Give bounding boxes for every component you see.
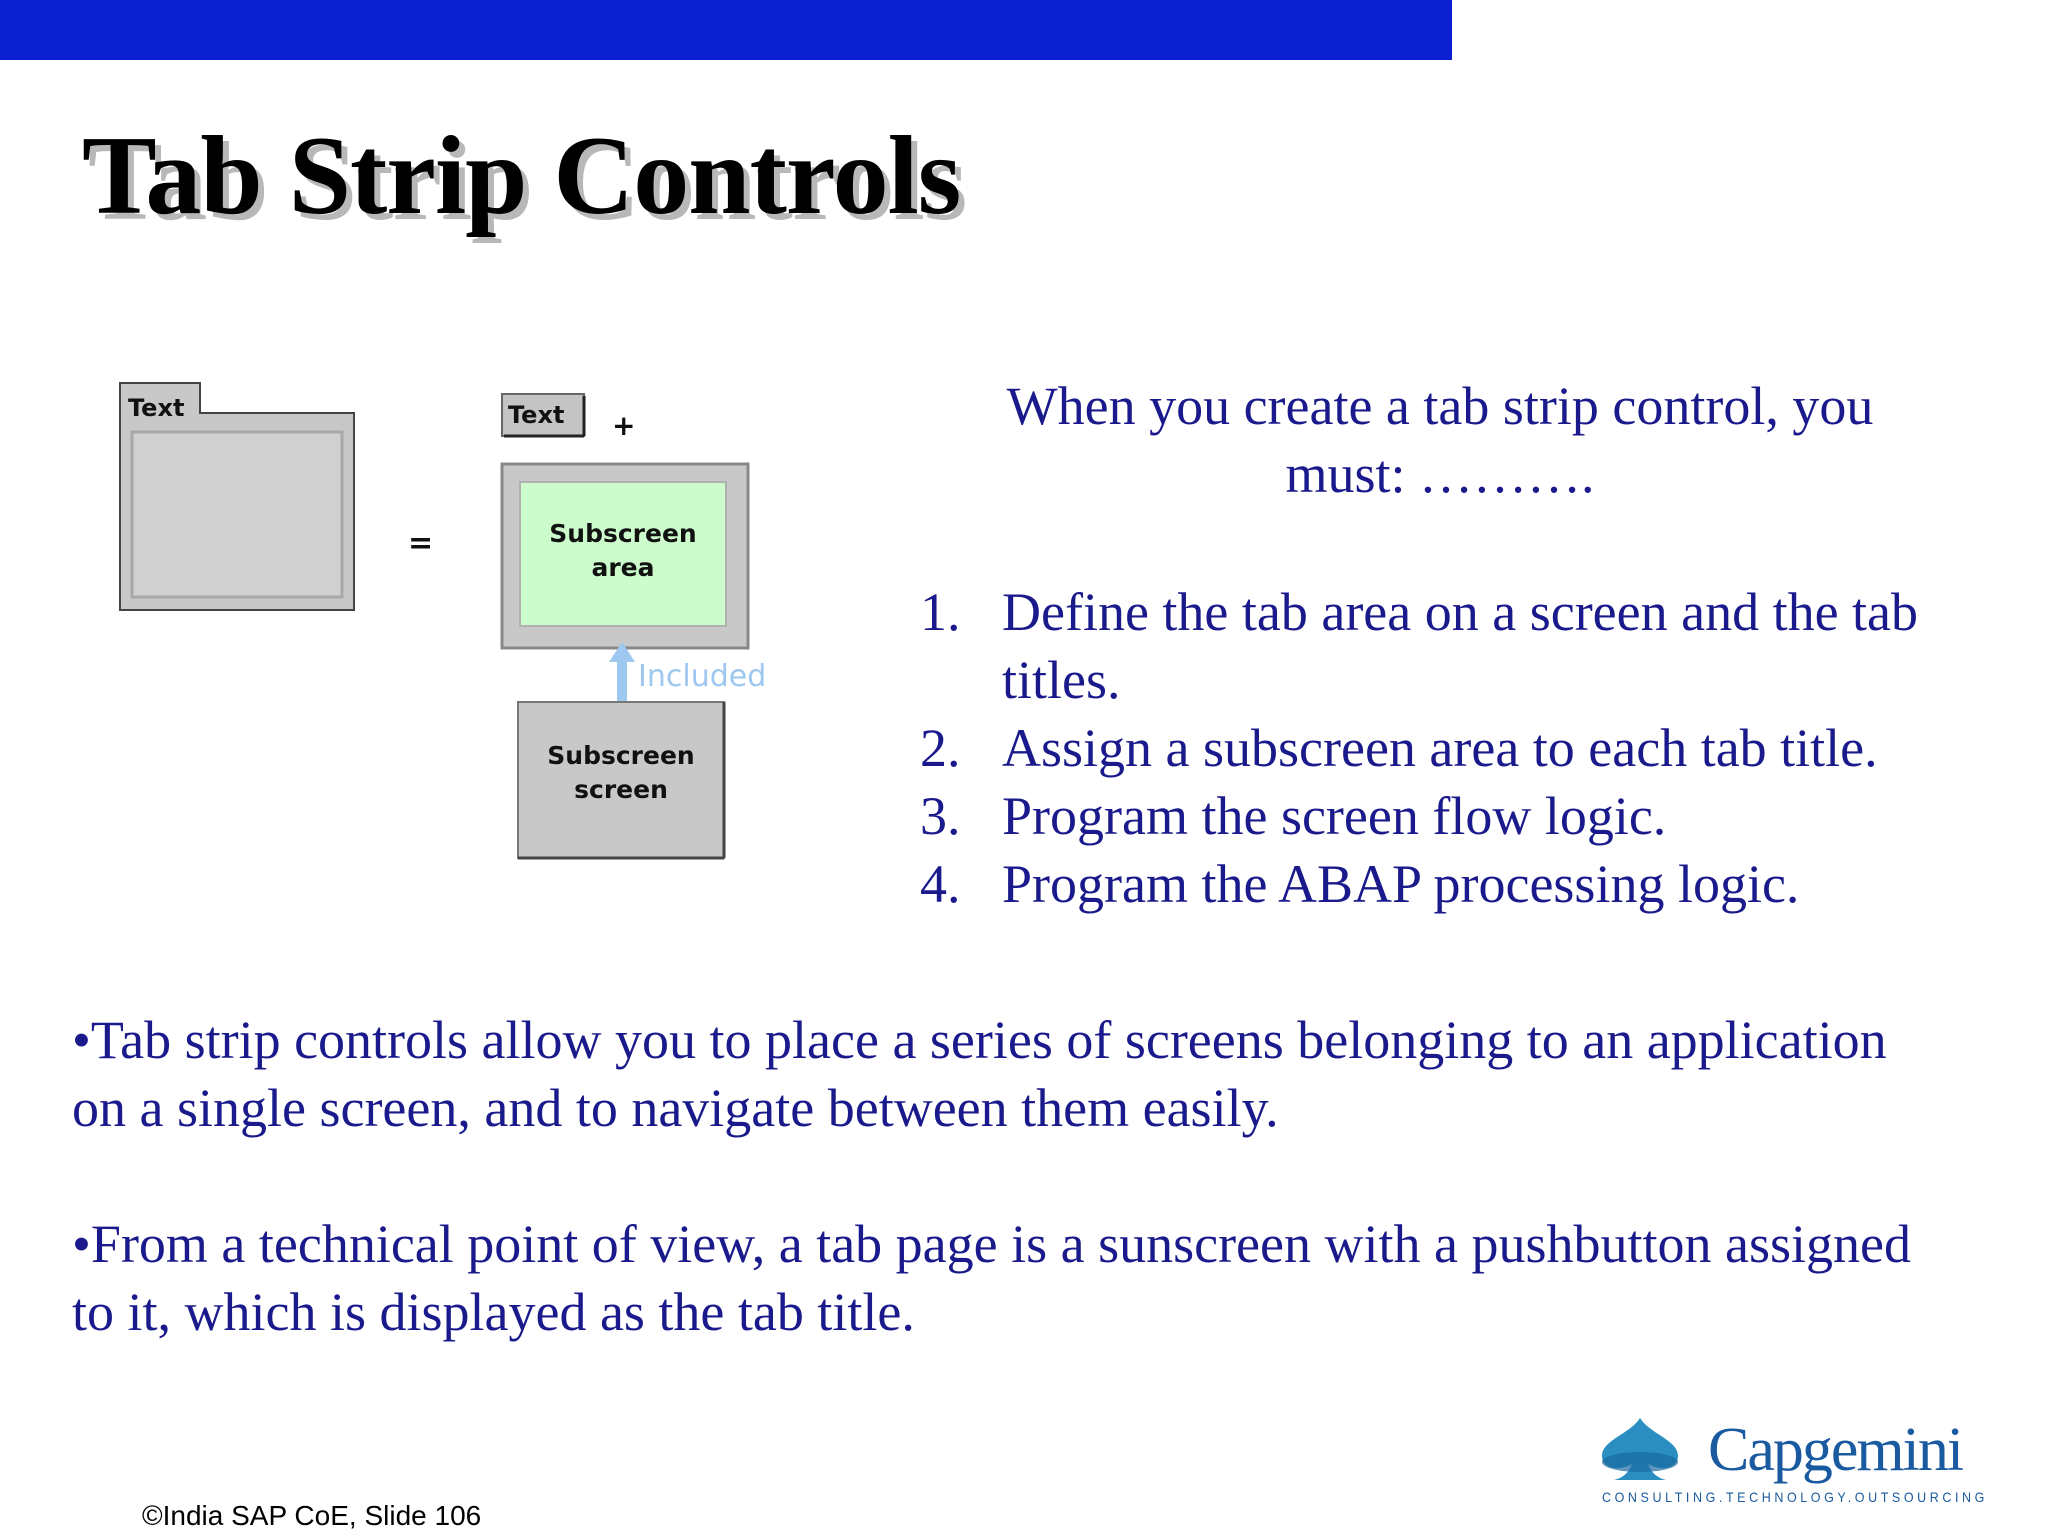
subscreen-screen-line2: screen [574,775,668,804]
subscreen-area-line1: Subscreen [549,519,697,548]
steps-list [920,578,2020,918]
step-text: Program the screen flow logic. [1002,786,1667,846]
step-item [920,782,2020,850]
capgemini-logo [1600,1408,1990,1508]
step-text: Assign a subscreen area to each tab title. [1002,718,1878,778]
tab-label: Text [128,394,185,422]
subscreen-area-line2: area [591,553,655,582]
step-number: 1. [920,582,961,642]
step-number: 2. [920,718,961,778]
slide-footer: ©India SAP CoE, Slide 106 [142,1500,482,1531]
logo-tagline: CONSULTING.TECHNOLOGY.OUTSOURCING [1602,1489,1988,1505]
step-item [920,578,2020,714]
tab-strip-illustration [120,383,354,610]
step-item [920,714,2020,782]
equals-sign: = [408,526,434,561]
slide-title: Tab Strip Controls [82,114,961,238]
tab-title-label: Text [508,401,565,429]
included-label: Included [638,659,767,694]
step-number: 4. [920,854,961,914]
step-text: Program the ABAP processing logic. [1002,854,1800,914]
intro-text: When you create a tab strip control, you must: ………. [1006,376,1874,504]
subscreen-area-box [502,464,748,648]
step-number: 3. [920,786,961,846]
plus-sign: + [612,409,636,442]
bullet-paragraph-1: •Tab strip controls allow you to place a series of screens belonging to an application on a single screen, and to navigate between them easily. [72,1010,1887,1138]
tab-strip-diagram [100,380,820,880]
logo-wordmark: Capgemini [1708,1416,1963,1484]
step-item [920,850,2020,918]
top-color-bar [0,0,1452,60]
step-text: Define the tab area on a screen and the tab titles. [1002,582,1919,710]
subscreen-screen-line1: Subscreen [547,741,695,770]
subscreen-screen-box [518,702,724,858]
bullet-paragraph-2: •From a technical point of view, a tab page is a sunscreen with a pushbutton assigned to it, which is displayed as the tab title. [72,1214,1911,1342]
spade-icon [1602,1418,1678,1480]
tab-title-button [502,394,584,436]
